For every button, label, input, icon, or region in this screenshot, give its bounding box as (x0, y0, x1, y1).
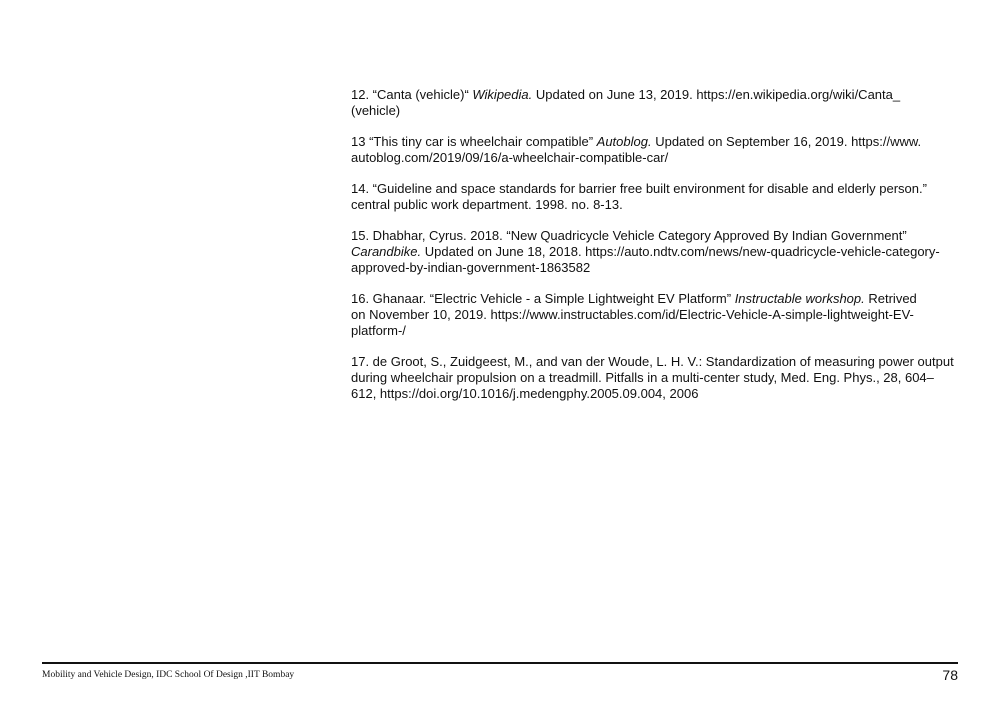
reference-line (351, 197, 963, 213)
reference-line (351, 103, 963, 119)
reference-text: 13 “This tiny car is wheelchair compatible” (351, 134, 597, 149)
reference-line (351, 244, 963, 260)
reference-text: Updated on September 16, 2019. https://www. (651, 134, 922, 149)
reference-text: 14. “Guideline and space standards for barrier free built environment for disable and elderly person.” (351, 181, 927, 196)
reference-line (351, 181, 963, 197)
reference-line (351, 87, 963, 103)
reference-text: on November 10, 2019. https://www.instructables.com/id/Electric-Vehicle-A-simple-lightweight-EV- (351, 307, 914, 322)
reference-text: 612, https://doi.org/10.1016/j.medengphy.2005.09.004, 2006 (351, 386, 699, 401)
reference-line (351, 370, 963, 386)
reference-text: approved-by-indian-government-1863582 (351, 260, 591, 275)
reference-item (351, 291, 963, 339)
reference-text: Updated on June 18, 2018. https://auto.ndtv.com/news/new-quadricycle-vehicle-category- (421, 244, 940, 259)
reference-text: 16. Ghanaar. “Electric Vehicle - a Simple Lightweight EV Platform” (351, 291, 735, 306)
reference-text: autoblog.com/2019/09/16/a-wheelchair-compatible-car/ (351, 150, 669, 165)
reference-text: 12. “Canta (vehicle)“ (351, 87, 473, 102)
footer-text: Mobility and Vehicle Design, IDC School Of Design ,IIT Bombay (42, 670, 295, 680)
reference-text: platform-/ (351, 323, 406, 338)
reference-line (351, 260, 963, 276)
reference-text: central public work department. 1998. no. 8-13. (351, 197, 623, 212)
reference-text: (vehicle) (351, 103, 401, 118)
reference-text: 17. de Groot, S., Zuidgeest, M., and van der Woude, L. H. V.: Standardization of measuring power output (351, 354, 954, 369)
reference-line (351, 150, 963, 166)
reference-item (351, 228, 963, 276)
reference-line (351, 134, 963, 150)
page-number: 78 (942, 667, 958, 683)
reference-item (351, 181, 963, 213)
reference-source-title: Carandbike. (351, 244, 422, 259)
reference-list (351, 87, 963, 417)
reference-item (351, 87, 963, 119)
reference-item (351, 354, 963, 402)
reference-line (351, 323, 963, 339)
reference-source-title: Wikipedia. (472, 87, 533, 102)
reference-text: 15. Dhabhar, Cyrus. 2018. “New Quadricycle Vehicle Category Approved By Indian Government” (351, 228, 907, 243)
reference-item (351, 134, 963, 166)
reference-text: during wheelchair propulsion on a treadmill. Pitfalls in a multi-center study, Med. Eng. Phys., 28, 604– (351, 370, 934, 385)
reference-line (351, 307, 963, 323)
footer-divider (42, 662, 958, 664)
reference-line (351, 386, 963, 402)
reference-text: Updated on June 13, 2019. https://en.wikipedia.org/wiki/Canta_ (532, 87, 901, 102)
reference-line (351, 291, 963, 307)
reference-text: Retrived (864, 291, 917, 306)
reference-source-title: Instructable workshop. (734, 291, 865, 306)
reference-source-title: Autoblog. (596, 134, 652, 149)
reference-line (351, 228, 963, 244)
reference-line (351, 354, 963, 370)
